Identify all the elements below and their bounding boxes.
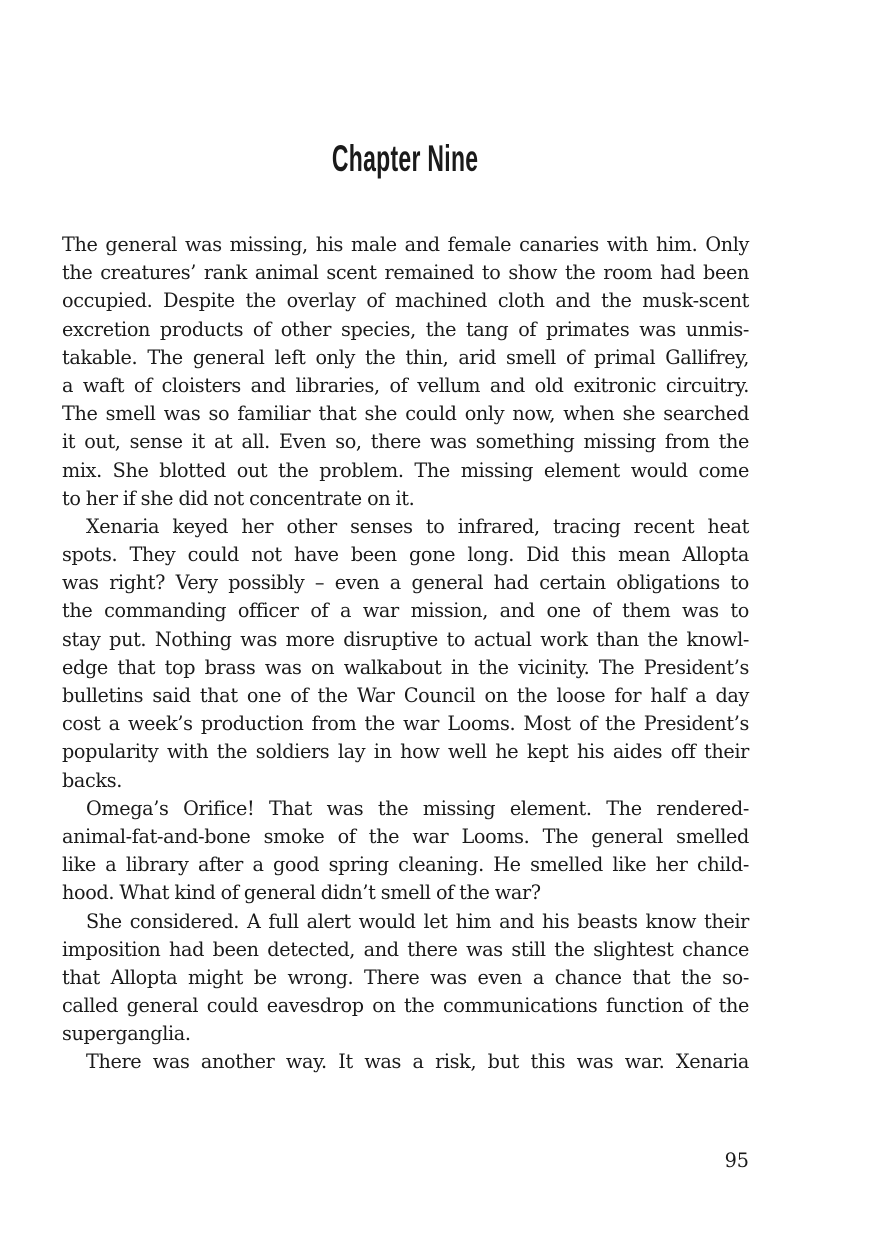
paragraph [62, 231, 749, 513]
text-line: superganglia. [62, 1022, 191, 1046]
text-line: a waft of cloisters and libraries, of vellum and old exitronic circuitry. [62, 373, 749, 397]
text-line: edge that top brass was on walkabout in the vicinity. The President’s [62, 655, 749, 679]
text-line: bulletins said that one of the War Council on the loose for half a day [62, 684, 749, 707]
text-line: backs. [62, 768, 122, 792]
paragraph [62, 1048, 749, 1076]
page-number: 95 [724, 1149, 749, 1172]
paragraph [62, 908, 749, 1049]
text-line: excretion products of other species, the tang of primates was unmis- [62, 317, 749, 341]
text-line: the commanding officer of a war mission, and one of them was to [62, 599, 749, 623]
text-line: mix. She blotted out the problem. The missing element would come [62, 458, 749, 482]
text-line: the creatures’ rank animal scent remained to show the room had been [62, 261, 749, 285]
body-text [62, 231, 749, 1077]
text-line: it out, sense it at all. Even so, there was something missing from the [62, 430, 749, 454]
text-line: The smell was so familiar that she could only now, when she searched [62, 402, 749, 426]
text-line: She considered. A full alert would let him and his beasts know their [86, 909, 749, 933]
text-line: was right? Very possibly – even a general had certain obligations to [62, 571, 749, 595]
text-line: hood. What kind of general didn’t smell of the war? [62, 881, 541, 905]
text-line: spots. They could not have been gone long. Did this mean Allopta [62, 543, 749, 567]
text-line: to her if she did not concentrate on it. [62, 486, 415, 510]
paragraph [62, 513, 749, 795]
chapter-title: Chapter Nine [331, 138, 479, 179]
text-line: like a library after a good spring cleaning. He smelled like her child- [62, 853, 749, 877]
text-line: that Allopta might be wrong. There was even a chance that the so- [62, 965, 749, 989]
text-line: Omega’s Orifice! That was the missing element. The rendered- [86, 796, 749, 820]
text-line: The general was missing, his male and female canaries with him. Only [62, 233, 749, 256]
text-line: animal-fat-and-bone smoke of the war Looms. The general smelled [62, 824, 749, 848]
text-line: Xenaria keyed her other senses to infrared, tracing recent heat [86, 514, 749, 538]
text-line: called general could eavesdrop on the communications function of the [62, 994, 749, 1018]
text-line: popularity with the soldiers lay in how well he kept his aides off their [62, 740, 749, 764]
text-line: cost a week’s production from the war Looms. Most of the President’s [62, 712, 749, 736]
text-line: There was another way. It was a risk, but this was war. Xenaria [86, 1050, 749, 1074]
paragraph [62, 795, 749, 908]
chapter-heading [0, 138, 810, 180]
text-line: stay put. Nothing was more disruptive to actual work than the knowl- [62, 627, 749, 651]
text-line: occupied. Despite the overlay of machined cloth and the musk-scent [62, 289, 749, 313]
text-line: takable. The general left only the thin, arid smell of primal Gallifrey, [62, 345, 749, 369]
text-line: imposition had been detected, and there was still the slightest chance [62, 937, 749, 961]
